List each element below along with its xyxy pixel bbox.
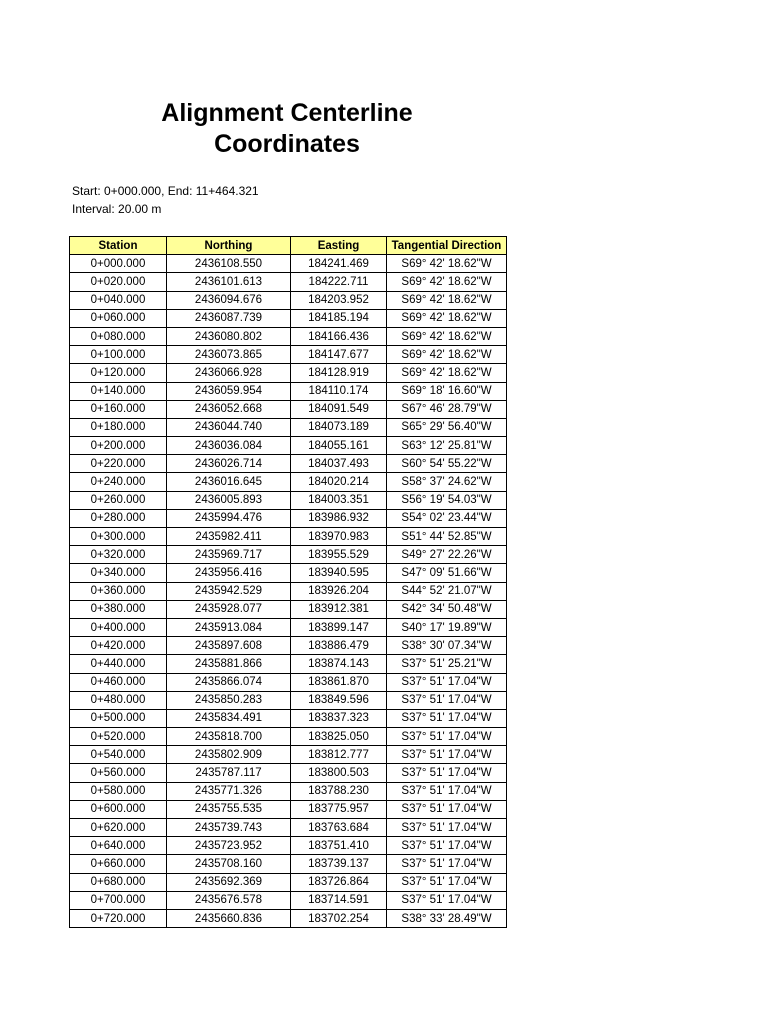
easting-cell: 184055.161 xyxy=(291,437,387,455)
easting-cell: 183912.381 xyxy=(291,600,387,618)
station-cell: 0+140.000 xyxy=(70,382,167,400)
station-cell: 0+380.000 xyxy=(70,600,167,618)
northing-cell: 2436073.865 xyxy=(167,346,291,364)
station-cell: 0+240.000 xyxy=(70,473,167,491)
table-row xyxy=(70,491,507,509)
easting-cell: 183849.596 xyxy=(291,691,387,709)
table-row xyxy=(70,746,507,764)
direction-cell: S69° 42' 18.62"W xyxy=(387,327,507,345)
northing-cell: 2435956.416 xyxy=(167,564,291,582)
direction-cell: S37° 51' 17.04"W xyxy=(387,800,507,818)
direction-cell: S37° 51' 17.04"W xyxy=(387,673,507,691)
northing-cell: 2436108.550 xyxy=(167,255,291,273)
direction-cell: S58° 37' 24.62"W xyxy=(387,473,507,491)
station-cell: 0+340.000 xyxy=(70,564,167,582)
direction-cell: S37° 51' 17.04"W xyxy=(387,873,507,891)
header-tangential-direction: Tangential Direction xyxy=(387,237,507,255)
station-cell: 0+660.000 xyxy=(70,855,167,873)
northing-cell: 2435942.529 xyxy=(167,582,291,600)
easting-cell: 184128.919 xyxy=(291,364,387,382)
table-row xyxy=(70,600,507,618)
northing-cell: 2436016.645 xyxy=(167,473,291,491)
direction-cell: S47° 09' 51.66"W xyxy=(387,564,507,582)
easting-cell: 183886.479 xyxy=(291,637,387,655)
direction-cell: S37° 51' 17.04"W xyxy=(387,837,507,855)
northing-cell: 2435771.326 xyxy=(167,782,291,800)
easting-cell: 183955.529 xyxy=(291,546,387,564)
table-row xyxy=(70,582,507,600)
interval-text: Interval: 20.00 m xyxy=(72,202,162,216)
easting-cell: 183775.957 xyxy=(291,800,387,818)
direction-cell: S37° 51' 17.04"W xyxy=(387,746,507,764)
direction-cell: S60° 54' 55.22"W xyxy=(387,455,507,473)
table-row xyxy=(70,346,507,364)
easting-cell: 183899.147 xyxy=(291,618,387,636)
easting-cell: 184020.214 xyxy=(291,473,387,491)
direction-cell: S49° 27' 22.26"W xyxy=(387,546,507,564)
northing-cell: 2436094.676 xyxy=(167,291,291,309)
easting-cell: 184091.549 xyxy=(291,400,387,418)
station-cell: 0+580.000 xyxy=(70,782,167,800)
table-row xyxy=(70,382,507,400)
direction-cell: S37° 51' 17.04"W xyxy=(387,691,507,709)
coordinates-table xyxy=(69,236,507,928)
easting-cell: 183825.050 xyxy=(291,728,387,746)
station-cell: 0+320.000 xyxy=(70,546,167,564)
title-line-1: Alignment Centerline xyxy=(161,99,413,127)
northing-cell: 2435787.117 xyxy=(167,764,291,782)
station-cell: 0+560.000 xyxy=(70,764,167,782)
table-row xyxy=(70,564,507,582)
northing-cell: 2435834.491 xyxy=(167,709,291,727)
station-range-text: Start: 0+000.000, End: 11+464.321 xyxy=(72,184,259,198)
direction-cell: S54° 02' 23.44"W xyxy=(387,509,507,527)
direction-cell: S37° 51' 17.04"W xyxy=(387,764,507,782)
direction-cell: S69° 42' 18.62"W xyxy=(387,364,507,382)
table-row xyxy=(70,255,507,273)
station-cell: 0+300.000 xyxy=(70,528,167,546)
direction-cell: S69° 42' 18.62"W xyxy=(387,346,507,364)
direction-cell: S69° 42' 18.62"W xyxy=(387,273,507,291)
northing-cell: 2436101.613 xyxy=(167,273,291,291)
direction-cell: S67° 46' 28.79"W xyxy=(387,400,507,418)
station-cell: 0+680.000 xyxy=(70,873,167,891)
station-cell: 0+260.000 xyxy=(70,491,167,509)
direction-cell: S38° 30' 07.34"W xyxy=(387,637,507,655)
direction-cell: S37° 51' 17.04"W xyxy=(387,891,507,909)
station-cell: 0+280.000 xyxy=(70,509,167,527)
station-cell: 0+400.000 xyxy=(70,618,167,636)
easting-cell: 183788.230 xyxy=(291,782,387,800)
station-cell: 0+480.000 xyxy=(70,691,167,709)
station-cell: 0+080.000 xyxy=(70,327,167,345)
station-cell: 0+520.000 xyxy=(70,728,167,746)
northing-cell: 2435723.952 xyxy=(167,837,291,855)
table-row xyxy=(70,673,507,691)
table-row xyxy=(70,618,507,636)
direction-cell: S37° 51' 17.04"W xyxy=(387,819,507,837)
table-row xyxy=(70,800,507,818)
table-row xyxy=(70,891,507,909)
northing-cell: 2436066.928 xyxy=(167,364,291,382)
station-cell: 0+460.000 xyxy=(70,673,167,691)
table-row xyxy=(70,546,507,564)
easting-cell: 183970.983 xyxy=(291,528,387,546)
direction-cell: S69° 42' 18.62"W xyxy=(387,255,507,273)
northing-cell: 2436026.714 xyxy=(167,455,291,473)
station-cell: 0+500.000 xyxy=(70,709,167,727)
page-title xyxy=(130,98,444,160)
table-row xyxy=(70,764,507,782)
northing-cell: 2435660.836 xyxy=(167,909,291,927)
easting-cell: 184037.493 xyxy=(291,455,387,473)
station-cell: 0+220.000 xyxy=(70,455,167,473)
easting-cell: 183726.864 xyxy=(291,873,387,891)
northing-cell: 2435818.700 xyxy=(167,728,291,746)
table-row xyxy=(70,728,507,746)
easting-cell: 183986.932 xyxy=(291,509,387,527)
station-cell: 0+160.000 xyxy=(70,400,167,418)
direction-cell: S44° 52' 21.07"W xyxy=(387,582,507,600)
northing-cell: 2435708.160 xyxy=(167,855,291,873)
station-cell: 0+180.000 xyxy=(70,418,167,436)
northing-cell: 2436052.668 xyxy=(167,400,291,418)
station-cell: 0+620.000 xyxy=(70,819,167,837)
title-line-2: Coordinates xyxy=(214,130,360,158)
station-cell: 0+360.000 xyxy=(70,582,167,600)
table-row xyxy=(70,691,507,709)
station-cell: 0+700.000 xyxy=(70,891,167,909)
direction-cell: S37° 51' 25.21"W xyxy=(387,655,507,673)
northing-cell: 2435692.369 xyxy=(167,873,291,891)
direction-cell: S42° 34' 50.48"W xyxy=(387,600,507,618)
station-cell: 0+100.000 xyxy=(70,346,167,364)
table-row xyxy=(70,437,507,455)
header-northing: Northing xyxy=(167,237,291,255)
table-row xyxy=(70,782,507,800)
table-row xyxy=(70,509,507,527)
table-body xyxy=(70,255,507,928)
table-header-row xyxy=(70,237,507,255)
easting-cell: 183926.204 xyxy=(291,582,387,600)
table-row xyxy=(70,819,507,837)
station-cell: 0+020.000 xyxy=(70,273,167,291)
direction-cell: S37° 51' 17.04"W xyxy=(387,855,507,873)
direction-cell: S38° 33' 28.49"W xyxy=(387,909,507,927)
station-cell: 0+440.000 xyxy=(70,655,167,673)
northing-cell: 2435881.866 xyxy=(167,655,291,673)
easting-cell: 183763.684 xyxy=(291,819,387,837)
table-row xyxy=(70,291,507,309)
northing-cell: 2435928.077 xyxy=(167,600,291,618)
easting-cell: 183874.143 xyxy=(291,655,387,673)
table-row xyxy=(70,273,507,291)
table-row xyxy=(70,528,507,546)
easting-cell: 184166.436 xyxy=(291,327,387,345)
northing-cell: 2436080.802 xyxy=(167,327,291,345)
easting-cell: 183751.410 xyxy=(291,837,387,855)
easting-cell: 184003.351 xyxy=(291,491,387,509)
easting-cell: 183812.777 xyxy=(291,746,387,764)
station-cell: 0+640.000 xyxy=(70,837,167,855)
easting-cell: 184110.174 xyxy=(291,382,387,400)
northing-cell: 2435994.476 xyxy=(167,509,291,527)
northing-cell: 2435676.578 xyxy=(167,891,291,909)
direction-cell: S56° 19' 54.03"W xyxy=(387,491,507,509)
northing-cell: 2435897.608 xyxy=(167,637,291,655)
station-cell: 0+060.000 xyxy=(70,309,167,327)
table-row xyxy=(70,655,507,673)
table-row xyxy=(70,709,507,727)
northing-cell: 2436059.954 xyxy=(167,382,291,400)
table-row xyxy=(70,909,507,927)
table-row xyxy=(70,327,507,345)
table-row xyxy=(70,473,507,491)
northing-cell: 2435913.084 xyxy=(167,618,291,636)
easting-cell: 184147.677 xyxy=(291,346,387,364)
table-row xyxy=(70,837,507,855)
easting-cell: 184185.194 xyxy=(291,309,387,327)
northing-cell: 2436044.740 xyxy=(167,418,291,436)
easting-cell: 183739.137 xyxy=(291,855,387,873)
northing-cell: 2435802.909 xyxy=(167,746,291,764)
easting-cell: 183861.870 xyxy=(291,673,387,691)
easting-cell: 183714.591 xyxy=(291,891,387,909)
direction-cell: S63° 12' 25.81"W xyxy=(387,437,507,455)
easting-cell: 184203.952 xyxy=(291,291,387,309)
station-cell: 0+600.000 xyxy=(70,800,167,818)
northing-cell: 2435739.743 xyxy=(167,819,291,837)
easting-cell: 184241.469 xyxy=(291,255,387,273)
header-easting: Easting xyxy=(291,237,387,255)
station-cell: 0+540.000 xyxy=(70,746,167,764)
station-cell: 0+720.000 xyxy=(70,909,167,927)
easting-cell: 184073.189 xyxy=(291,418,387,436)
table-row xyxy=(70,873,507,891)
direction-cell: S51° 44' 52.85"W xyxy=(387,528,507,546)
direction-cell: S69° 18' 16.60"W xyxy=(387,382,507,400)
station-cell: 0+120.000 xyxy=(70,364,167,382)
easting-cell: 183837.323 xyxy=(291,709,387,727)
northing-cell: 2435850.283 xyxy=(167,691,291,709)
direction-cell: S65° 29' 56.40"W xyxy=(387,418,507,436)
station-cell: 0+200.000 xyxy=(70,437,167,455)
table-row xyxy=(70,400,507,418)
table-row xyxy=(70,364,507,382)
direction-cell: S37° 51' 17.04"W xyxy=(387,728,507,746)
table-row xyxy=(70,855,507,873)
northing-cell: 2435982.411 xyxy=(167,528,291,546)
easting-cell: 184222.711 xyxy=(291,273,387,291)
direction-cell: S40° 17' 19.89"W xyxy=(387,618,507,636)
station-cell: 0+040.000 xyxy=(70,291,167,309)
table-row xyxy=(70,418,507,436)
header-station: Station xyxy=(70,237,167,255)
table-row xyxy=(70,637,507,655)
easting-cell: 183800.503 xyxy=(291,764,387,782)
northing-cell: 2436087.739 xyxy=(167,309,291,327)
northing-cell: 2436036.084 xyxy=(167,437,291,455)
direction-cell: S69° 42' 18.62"W xyxy=(387,291,507,309)
direction-cell: S69° 42' 18.62"W xyxy=(387,309,507,327)
station-cell: 0+420.000 xyxy=(70,637,167,655)
direction-cell: S37° 51' 17.04"W xyxy=(387,782,507,800)
northing-cell: 2435969.717 xyxy=(167,546,291,564)
northing-cell: 2436005.893 xyxy=(167,491,291,509)
northing-cell: 2435866.074 xyxy=(167,673,291,691)
table-row xyxy=(70,309,507,327)
station-cell: 0+000.000 xyxy=(70,255,167,273)
easting-cell: 183940.595 xyxy=(291,564,387,582)
direction-cell: S37° 51' 17.04"W xyxy=(387,709,507,727)
easting-cell: 183702.254 xyxy=(291,909,387,927)
table-row xyxy=(70,455,507,473)
northing-cell: 2435755.535 xyxy=(167,800,291,818)
